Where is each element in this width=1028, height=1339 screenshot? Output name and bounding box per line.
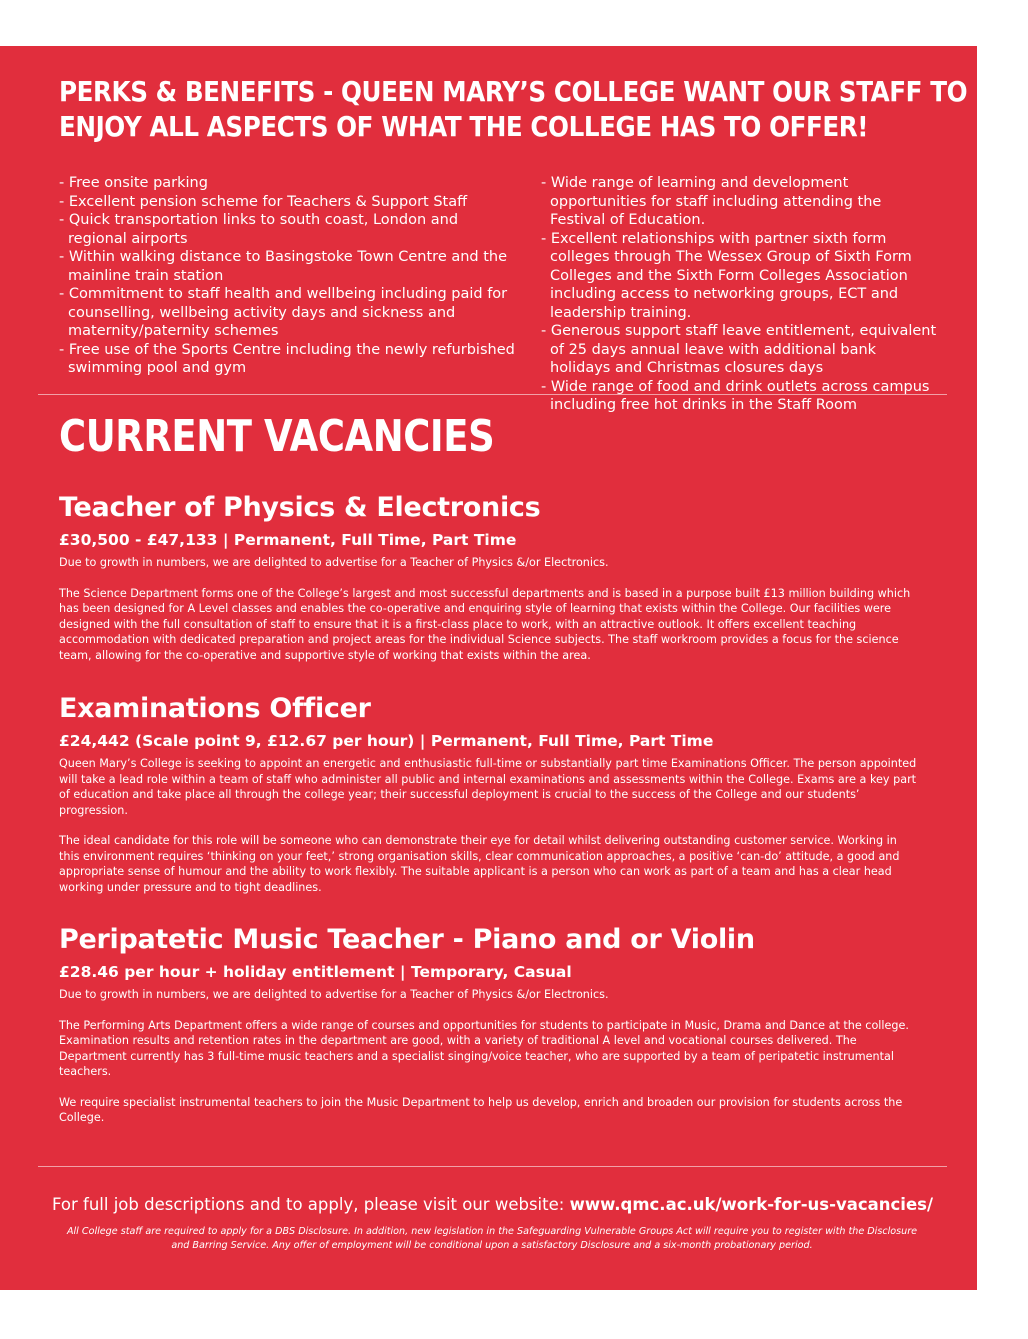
job-salary: £28.46 per hour + holiday entitlement | Temporary, Casual [59, 963, 572, 981]
job-description: The Science Department forms one of the College’s largest and most successful departments and is based in a purpose built £13 million building which has been designed for A Level classes and enables the co-operative and enquiring style of learning that exists within the College. Our facilities were designed with the full consultation of staff to ensure that it is a first-class place to work, with an attractive outlook. It offers excellent teaching accommodation with dedicated preparation and project areas for the individual Science subjects. The staff workroom provides a focus for the science team, allowing for the co-operative and supportive style of working that exists within the area. [59, 586, 911, 662]
perks-heading-line: ENJOY ALL ASPECTS OF WHAT THE COLLEGE HAS TO OFFER! [59, 110, 869, 143]
job-salary: £30,500 - £47,133 | Permanent, Full Time, Part Time [59, 531, 517, 549]
job-description: The ideal candidate for this role will be someone who can demonstrate their eye for detail whilst delivering outstanding customer service. Working in this environment requires ‘thinking on your feet,’ strong organisation skills, clear communication approaches, a positive ‘can-do’ attitude, a good and appropriate sense of humour and the ability to work flexibly. The suitable applicant is a person who can work as part of a team and has a clear head working under pressure and to tight deadlines. [59, 834, 900, 894]
perks-heading-text [59, 75, 967, 143]
perks-heading [59, 74, 968, 144]
apply-text: For full job descriptions and to apply, please visit our website: [52, 1195, 565, 1214]
job-description: We require specialist instrumental teachers to join the Music Department to help us develop, enrich and broaden our provision for students across the College. [59, 1095, 903, 1124]
job-description: Due to growth in numbers, we are delighted to advertise for a Teacher of Physics &/or Electronics. [59, 988, 609, 1001]
job-description: Due to growth in numbers, we are delighted to advertise for a Teacher of Physics &/or Electronics. [59, 556, 609, 569]
perk-item: - Within walking distance to Basingstoke Town Centre and the mainline train station [59, 249, 508, 284]
dbs-disclaimer: All College staff are required to apply for a DBS Disclosure. In addition, new legislation in the Safeguarding Vulnerable Groups Act will require you to register with the Disclosure and Barring Service. Any offer of employment will be conditional upon a satisfactory Disclosure and a six-month probationary period. [66, 1226, 918, 1251]
apply-url-link[interactable]: www.qmc.ac.uk/work-for-us-vacancies/ [569, 1195, 933, 1214]
job-title: Teacher of Physics & Electronics [59, 492, 541, 523]
red-content-panel [0, 46, 977, 1290]
job-listing-examinations-officer [59, 692, 919, 895]
section-divider [38, 394, 947, 395]
job-description: Queen Mary’s College is seeking to appoint an energetic and enthusiastic full-time or substantially part time Examinations Officer. The person appointed will take a lead role within a team of staff who administer all public and internal examinations and assessments within the College. Exams are a key part of education and take place all through the college year; their successful deployment is crucial to the success of the College and our students’ progression. [59, 757, 917, 817]
perks-list-right [541, 174, 941, 415]
job-listing-music-teacher [59, 923, 919, 1126]
perk-item: - Commitment to staff health and wellbeing including paid for counselling, wellbeing activity days and sickness and maternity/paternity schemes [59, 286, 508, 339]
footer-divider [38, 1166, 947, 1167]
job-title: Peripatetic Music Teacher - Piano and or Violin [59, 924, 755, 955]
perk-item: - Free use of the Sports Centre including the newly refurbished swimming pool and gym [59, 341, 515, 376]
perk-item: - Quick transportation links to south coast, London and regional airports [59, 212, 459, 247]
apply-line [38, 1194, 947, 1216]
perk-item: - Wide range of learning and development opportunities for staff including attending the Festival of Education. [541, 175, 882, 228]
job-description: The Performing Arts Department offers a wide range of courses and opportunities for students to participate in Music, Drama and Dance at the college. Examination results and retention rates in the department are good, with a variety of traditional A level and vocational courses delivered. The Department currently has 3 full-time music teachers and a specialist singing/voice teacher, who are supported by a team of peripatetic instrumental teachers. [59, 1018, 909, 1078]
perk-item: - Generous support staff leave entitlement, equivalent of 25 days annual leave with additional bank holidays and Christmas closures days [541, 323, 937, 376]
perks-heading-line: PERKS & BENEFITS - QUEEN MARY’S COLLEGE WANT OUR STAFF TO [59, 75, 968, 108]
perk-item: - Excellent pension scheme for Teachers & Support Staff [59, 193, 468, 210]
perk-item: - Free onsite parking [59, 175, 208, 191]
perk-item: - Excellent relationships with partner sixth form colleges through The Wessex Group of Sixth Form Colleges and the Sixth Form Colleges Association including access to networking groups, ECT and leadership training. [541, 230, 912, 321]
job-salary: £24,442 (Scale point 9, £12.67 per hour) | Permanent, Full Time, Part Time [59, 732, 714, 750]
perks-list-left [59, 174, 519, 378]
job-listing-physics [59, 491, 919, 663]
perk-item: - Wide range of food and drink outlets across campus including free hot drinks in the Staff Room [541, 378, 930, 413]
vacancies-heading: CURRENT VACANCIES [59, 411, 495, 462]
job-title: Examinations Officer [59, 693, 371, 724]
